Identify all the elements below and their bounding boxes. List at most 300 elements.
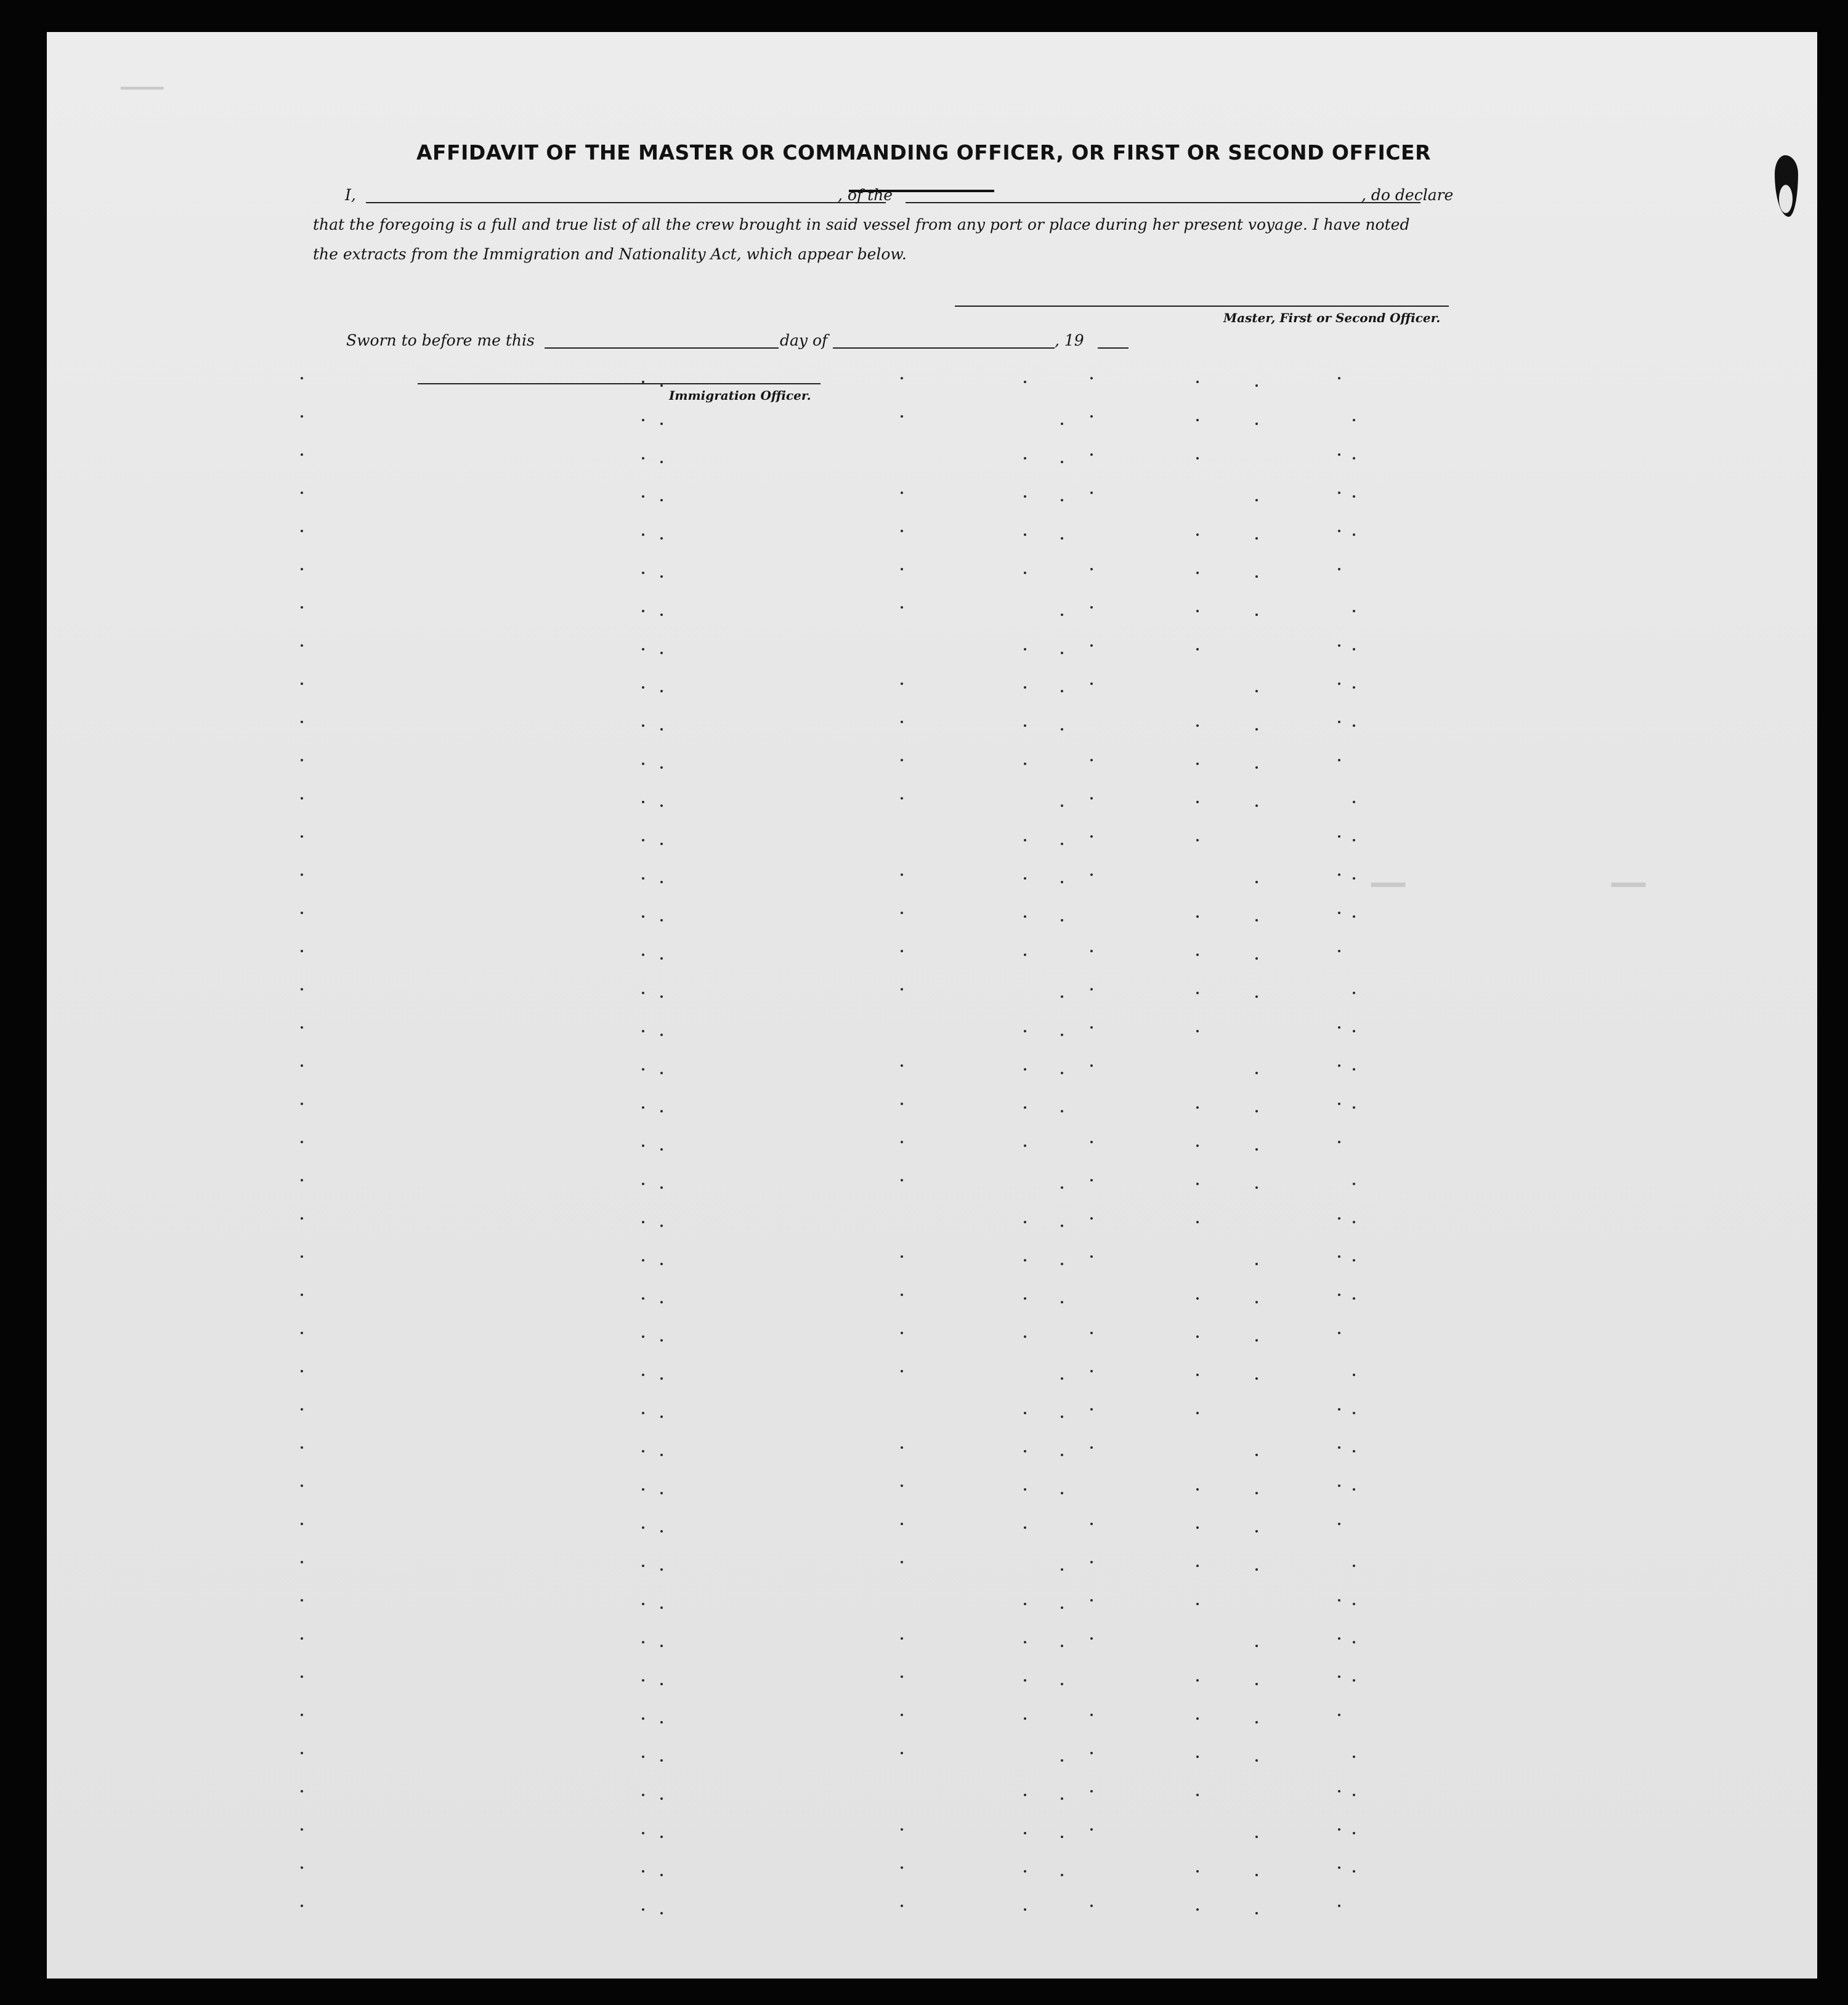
column-guide-dot xyxy=(1255,1759,1258,1762)
column-guide-dot xyxy=(1353,1183,1355,1185)
column-guide-dot xyxy=(1061,1454,1063,1456)
column-guide-dot xyxy=(1090,1905,1093,1907)
column-guide-dot xyxy=(1061,1759,1063,1762)
column-guide-dot xyxy=(1024,457,1026,460)
column-guide-dot xyxy=(1255,537,1258,540)
column-guide-dot xyxy=(1024,1488,1026,1491)
column-guide-dot xyxy=(1024,1450,1026,1452)
column-guide-dot xyxy=(1255,995,1258,998)
column-guide-dot xyxy=(301,950,303,952)
column-guide-dot xyxy=(1024,1870,1026,1873)
column-guide-dot xyxy=(660,461,663,463)
column-guide-dot xyxy=(1196,915,1199,918)
column-guide-dot xyxy=(660,384,663,387)
column-guide-dot xyxy=(1090,1790,1093,1792)
column-guide-dot xyxy=(660,1377,663,1380)
column-guide-dot xyxy=(1353,1603,1355,1605)
column-guide-dot xyxy=(1196,1717,1199,1720)
column-guide-dot xyxy=(660,537,663,540)
column-guide-dot xyxy=(642,572,644,574)
column-guide-dot xyxy=(1196,1106,1199,1109)
column-guide-dot xyxy=(901,759,903,761)
column-guide-dot xyxy=(1196,1679,1199,1682)
column-guide-dot xyxy=(660,652,663,654)
column-guide-dot xyxy=(1196,1030,1199,1032)
column-guide-dot xyxy=(1255,1568,1258,1571)
column-guide-dot xyxy=(1353,801,1355,803)
column-guide-dot xyxy=(1255,1110,1258,1112)
column-guide-dot xyxy=(660,919,663,921)
column-guide-dot xyxy=(1090,1217,1093,1220)
column-guide-dot xyxy=(1255,1836,1258,1838)
column-guide-dot xyxy=(901,1485,903,1487)
column-guide-dot xyxy=(1255,1301,1258,1303)
column-guide-dot xyxy=(901,492,903,494)
column-guide-dot xyxy=(1024,954,1026,956)
column-guide-dot xyxy=(1255,1645,1258,1647)
bleed-through-mark: ▂▂▂ xyxy=(1611,870,1646,887)
column-guide-dot xyxy=(1061,1606,1063,1609)
column-guide-dot xyxy=(1353,1756,1355,1758)
column-guide-dot xyxy=(1024,1603,1026,1605)
column-guide-dot xyxy=(301,377,303,379)
column-guide-dot xyxy=(1353,1565,1355,1567)
column-guide-dot xyxy=(1338,453,1340,456)
column-guide-dot xyxy=(642,1450,644,1452)
column-guide-dot xyxy=(901,1064,903,1067)
column-guide-dot xyxy=(301,492,303,494)
column-guide-dot xyxy=(1061,1186,1063,1189)
column-guide-dot xyxy=(1090,797,1093,800)
column-guide-dot xyxy=(901,1141,903,1143)
column-guide-dot xyxy=(901,1752,903,1754)
column-guide-dot xyxy=(1061,1263,1063,1265)
column-guide-dot xyxy=(1090,1446,1093,1449)
column-guide-dot xyxy=(642,763,644,765)
column-guide-dot xyxy=(301,988,303,990)
column-guide-dot xyxy=(1255,1874,1258,1876)
column-guide-dot xyxy=(901,606,903,609)
column-guide-dot xyxy=(660,1836,663,1838)
column-guide-dot xyxy=(901,568,903,570)
column-guide-dot xyxy=(1024,1908,1026,1911)
column-guide-dot xyxy=(1196,1183,1199,1185)
column-guide-dot xyxy=(642,1335,644,1338)
column-guide-dot xyxy=(660,1454,663,1456)
column-guide-dot xyxy=(1338,912,1340,914)
sworn-month-blank-line[interactable] xyxy=(833,347,1055,349)
day-of-label: day of xyxy=(780,331,828,349)
column-guide-dot xyxy=(1353,495,1355,498)
column-guide-dot xyxy=(301,1370,303,1372)
column-guide-dot xyxy=(1255,1912,1258,1914)
column-guide-dot xyxy=(1196,801,1199,803)
column-guide-dot xyxy=(1090,683,1093,685)
column-guide-dot xyxy=(1061,461,1063,463)
column-guide-dot xyxy=(642,992,644,994)
column-guide-dot xyxy=(642,1374,644,1376)
column-guide-dot xyxy=(901,912,903,914)
column-guide-dot xyxy=(301,797,303,800)
column-guide-dot xyxy=(1255,1339,1258,1342)
column-guide-dot xyxy=(301,721,303,723)
column-guide-dot xyxy=(301,873,303,876)
column-guide-dot xyxy=(301,912,303,914)
column-guide-dot xyxy=(660,1110,663,1112)
column-guide-dot xyxy=(660,1034,663,1036)
column-guide-dot xyxy=(1338,1332,1340,1334)
column-guide-dot xyxy=(1061,881,1063,883)
column-guide-dot xyxy=(642,648,644,650)
column-guide-dot xyxy=(1255,1683,1258,1685)
column-guide-dot xyxy=(1196,572,1199,574)
column-guide-dot xyxy=(1090,415,1093,418)
column-guide-dot xyxy=(1255,499,1258,501)
column-guide-dot xyxy=(1196,1374,1199,1376)
column-guide-dot xyxy=(301,1026,303,1029)
column-guide-dot xyxy=(1090,1141,1093,1143)
column-guide-dot xyxy=(1090,873,1093,876)
column-guide-dot xyxy=(1061,843,1063,845)
column-guide-dot xyxy=(660,728,663,731)
column-guide-dot xyxy=(901,950,903,952)
column-guide-dot xyxy=(642,1412,644,1414)
column-guide-dot xyxy=(301,1064,303,1067)
column-guide-dot xyxy=(901,1523,903,1525)
column-guide-dot xyxy=(301,644,303,647)
column-guide-dot xyxy=(901,1332,903,1334)
column-guide-dot xyxy=(660,1186,663,1189)
column-guide-dot xyxy=(1061,1568,1063,1571)
column-guide-dot xyxy=(1255,614,1258,616)
column-guide-dot xyxy=(301,1714,303,1716)
column-guide-dot xyxy=(660,1645,663,1647)
column-guide-dot xyxy=(1196,1565,1199,1567)
column-guide-dot xyxy=(1353,724,1355,727)
column-guide-dot xyxy=(301,1217,303,1220)
column-guide-dot xyxy=(642,1068,644,1071)
column-guide-dot xyxy=(1024,572,1026,574)
column-guide-dot xyxy=(1338,530,1340,532)
column-guide-dot xyxy=(660,499,663,501)
column-guide-dot xyxy=(1338,1523,1340,1525)
column-guide-dot xyxy=(301,1179,303,1181)
immigration-officer-caption: Immigration Officer. xyxy=(669,388,811,403)
column-guide-dot xyxy=(1338,835,1340,838)
column-guide-dot xyxy=(1353,686,1355,689)
column-guide-dot xyxy=(1338,1675,1340,1678)
column-guide-dot xyxy=(1024,763,1026,765)
column-guide-dot xyxy=(1338,492,1340,494)
sworn-label: Sworn to before me this xyxy=(346,331,535,349)
column-guide-dot xyxy=(660,614,663,616)
column-guide-dot xyxy=(1338,377,1340,379)
vessel-blank-line[interactable] xyxy=(906,202,1420,203)
column-guide-dot xyxy=(660,1759,663,1762)
column-guide-dot xyxy=(1196,1794,1199,1796)
column-guide-dot xyxy=(301,683,303,685)
column-guide-dot xyxy=(301,1141,303,1143)
master-signature-line[interactable] xyxy=(955,306,1449,307)
column-guide-dot xyxy=(1196,648,1199,650)
column-guide-dot xyxy=(1353,1450,1355,1452)
column-guide-dot xyxy=(1061,1072,1063,1074)
column-guide-dot xyxy=(642,495,644,498)
column-guide-dot xyxy=(1255,1072,1258,1074)
column-guide-dot xyxy=(1024,915,1026,918)
column-guide-dot xyxy=(642,686,644,689)
column-guide-dot xyxy=(1196,1756,1199,1758)
column-guide-dot xyxy=(1255,384,1258,387)
column-guide-dot xyxy=(901,1637,903,1640)
column-guide-dot xyxy=(642,419,644,421)
column-guide-dot xyxy=(1061,1110,1063,1112)
column-guide-dot xyxy=(642,1794,644,1796)
column-guide-dot xyxy=(901,1675,903,1678)
column-guide-dot xyxy=(1061,1225,1063,1227)
column-guide-dot xyxy=(1196,1488,1199,1491)
column-guide-dot xyxy=(1196,1603,1199,1605)
column-guide-dot xyxy=(1061,1301,1063,1303)
column-guide-dot xyxy=(1090,1714,1093,1716)
column-guide-dot xyxy=(1090,1523,1093,1525)
column-guide-dot xyxy=(1338,683,1340,685)
column-guide-dot xyxy=(642,457,644,460)
column-guide-dot xyxy=(901,721,903,723)
column-guide-dot xyxy=(1024,1794,1026,1796)
column-guide-dot xyxy=(1061,499,1063,501)
column-guide-dot xyxy=(301,1103,303,1105)
column-guide-dot xyxy=(1196,1412,1199,1414)
column-guide-dot xyxy=(1061,652,1063,654)
column-guide-dot xyxy=(1090,988,1093,990)
column-guide-dot xyxy=(1090,1752,1093,1754)
column-guide-dot xyxy=(301,1294,303,1296)
column-guide-dot xyxy=(642,877,644,880)
column-guide-dot xyxy=(1061,537,1063,540)
column-guide-dot xyxy=(642,1717,644,1720)
column-guide-dot xyxy=(1196,1297,1199,1300)
column-guide-dot xyxy=(660,1683,663,1685)
column-guide-dot xyxy=(901,1103,903,1105)
column-guide-dot xyxy=(301,1905,303,1907)
column-guide-dot xyxy=(1255,881,1258,883)
sworn-day-blank-line[interactable] xyxy=(545,347,779,349)
column-guide-dot xyxy=(1353,1068,1355,1071)
column-guide-dot xyxy=(1024,1526,1026,1529)
column-guide-dot xyxy=(1090,950,1093,952)
column-guide-dot xyxy=(1024,1259,1026,1262)
column-guide-dot xyxy=(901,1446,903,1449)
column-guide-dot xyxy=(1196,839,1199,841)
immigration-officer-signature-line[interactable] xyxy=(418,383,821,384)
column-guide-dot xyxy=(1196,763,1199,765)
column-guide-dot xyxy=(1090,1561,1093,1563)
column-guide-dot xyxy=(1338,759,1340,761)
column-guide-dot xyxy=(660,575,663,578)
column-guide-dot xyxy=(1061,1492,1063,1494)
column-guide-dot xyxy=(642,1756,644,1758)
column-guide-dot xyxy=(1024,1335,1026,1338)
column-guide-dot xyxy=(1338,950,1340,952)
column-guide-dot xyxy=(1338,721,1340,723)
column-guide-dot xyxy=(1338,1637,1340,1640)
column-guide-dot xyxy=(901,988,903,990)
column-guide-dot xyxy=(660,1339,663,1342)
sworn-year-blank-line[interactable] xyxy=(1098,347,1129,349)
column-guide-dot xyxy=(1338,644,1340,647)
column-guide-dot xyxy=(1338,1866,1340,1869)
column-guide-dot xyxy=(1061,1377,1063,1380)
column-guide-dot xyxy=(1024,839,1026,841)
column-guide-dot xyxy=(1338,1485,1340,1487)
column-guide-dot xyxy=(1338,1408,1340,1411)
column-guide-dot xyxy=(1255,575,1258,578)
column-guide-dot xyxy=(1024,1412,1026,1414)
column-guide-dot xyxy=(1090,1179,1093,1181)
column-guide-dot xyxy=(660,1225,663,1227)
column-guide-dot xyxy=(642,1870,644,1873)
column-guide-dot xyxy=(1090,1599,1093,1602)
column-guide-dot xyxy=(1353,1870,1355,1873)
column-guide-dot xyxy=(1353,610,1355,612)
column-guide-dot xyxy=(901,1255,903,1258)
column-guide-dot xyxy=(1255,1263,1258,1265)
column-guide-dot xyxy=(301,1637,303,1640)
column-guide-dot xyxy=(901,1561,903,1563)
column-guide-dot xyxy=(1353,839,1355,841)
column-guide-dot xyxy=(660,690,663,692)
column-guide-dot xyxy=(301,1828,303,1831)
column-guide-dot xyxy=(1255,766,1258,769)
column-guide-dot xyxy=(642,1603,644,1605)
column-guide-dot xyxy=(1255,423,1258,425)
column-guide-dot xyxy=(1255,1454,1258,1456)
column-guide-dot xyxy=(301,1255,303,1258)
column-guide-dot xyxy=(660,957,663,960)
column-guide-dot xyxy=(1196,1335,1199,1338)
column-guide-dot xyxy=(1255,1721,1258,1723)
declaration-line-2: that the foregoing is a full and true list of all the crew brought in said vessel from any port or place during her present voyage. I have noted xyxy=(313,216,1410,233)
column-guide-dot xyxy=(1196,954,1199,956)
column-guide-dot xyxy=(1061,1416,1063,1418)
column-guide-dot xyxy=(1061,423,1063,425)
column-guide-dot xyxy=(1338,1064,1340,1067)
column-guide-dot xyxy=(1024,1068,1026,1071)
declaration-i-label: I, xyxy=(345,186,356,204)
column-guide-dot xyxy=(1338,1905,1340,1907)
column-guide-dot xyxy=(301,835,303,838)
column-guide-dot xyxy=(1353,1030,1355,1032)
column-guide-dot xyxy=(1196,1526,1199,1529)
column-guide-dot xyxy=(660,1874,663,1876)
column-guide-dot xyxy=(901,1179,903,1181)
column-guide-dot xyxy=(642,839,644,841)
column-guide-dot xyxy=(301,1790,303,1792)
column-guide-dot xyxy=(1353,992,1355,994)
declaration-of-the-label: , of the xyxy=(838,186,893,204)
column-guide-dot xyxy=(1353,533,1355,536)
column-guide-dot xyxy=(1353,648,1355,650)
column-guide-dot xyxy=(1024,1641,1026,1643)
column-guide-dot xyxy=(901,683,903,685)
page-title: AFFIDAVIT OF THE MASTER OR COMMANDING OFFICER, OR FIRST OR SECOND OFFICER xyxy=(416,140,1431,164)
column-guide-dot xyxy=(301,530,303,532)
column-guide-dot xyxy=(301,606,303,609)
column-guide-dot xyxy=(301,568,303,570)
column-guide-dot xyxy=(1024,724,1026,727)
document-paper xyxy=(47,32,1817,1979)
column-guide-dot xyxy=(1024,1832,1026,1834)
column-guide-dot xyxy=(1090,1332,1093,1334)
column-guide-dot xyxy=(1338,1790,1340,1792)
bleed-through-mark: ▂▂▂ xyxy=(1371,870,1406,887)
column-guide-dot xyxy=(1090,1255,1093,1258)
column-guide-dot xyxy=(1061,1836,1063,1838)
column-guide-dot xyxy=(1090,1828,1093,1831)
column-guide-dot xyxy=(901,797,903,800)
column-guide-dot xyxy=(1061,1874,1063,1876)
column-guide-dot xyxy=(660,1606,663,1609)
column-guide-dot xyxy=(1024,1144,1026,1147)
year-label: , 19 xyxy=(1055,331,1084,349)
column-guide-dot xyxy=(1090,1637,1093,1640)
column-guide-dot xyxy=(1090,606,1093,609)
name-blank-line[interactable] xyxy=(366,202,886,203)
column-guide-dot xyxy=(901,1714,903,1716)
column-guide-dot xyxy=(1255,690,1258,692)
column-guide-dot xyxy=(301,1599,303,1602)
column-guide-dot xyxy=(1196,381,1199,383)
column-guide-dot xyxy=(642,1030,644,1032)
column-guide-dot xyxy=(642,724,644,727)
column-guide-dot xyxy=(1255,1492,1258,1494)
column-guide-dot xyxy=(301,1332,303,1334)
column-guide-dot xyxy=(1090,492,1093,494)
column-guide-dot xyxy=(642,1259,644,1262)
column-guide-dot xyxy=(642,915,644,918)
column-guide-dot xyxy=(1090,644,1093,647)
column-guide-dot xyxy=(1255,1148,1258,1151)
column-guide-dot xyxy=(1024,686,1026,689)
column-guide-dot xyxy=(1338,1255,1340,1258)
column-guide-dot xyxy=(901,530,903,532)
column-guide-dot xyxy=(642,1565,644,1567)
column-guide-dot xyxy=(660,843,663,845)
column-guide-dot xyxy=(1353,1297,1355,1300)
column-guide-dot xyxy=(1338,1026,1340,1029)
column-guide-dot xyxy=(1024,1221,1026,1223)
column-guide-dot xyxy=(901,1905,903,1907)
column-guide-dot xyxy=(642,1526,644,1529)
column-guide-dot xyxy=(901,1294,903,1296)
column-guide-dot xyxy=(1255,1530,1258,1533)
column-guide-dot xyxy=(1255,1186,1258,1189)
column-guide-dot xyxy=(660,1530,663,1533)
column-guide-dot xyxy=(1353,877,1355,880)
column-guide-dot xyxy=(901,1866,903,1869)
column-guide-dot xyxy=(1061,1034,1063,1036)
column-guide-dot xyxy=(1061,1645,1063,1647)
column-guide-dot xyxy=(1061,728,1063,731)
column-guide-dot xyxy=(642,610,644,612)
column-guide-dot xyxy=(642,954,644,956)
column-guide-dot xyxy=(1353,1259,1355,1262)
column-guide-dot xyxy=(1024,648,1026,650)
column-guide-dot xyxy=(901,873,903,876)
column-guide-dot xyxy=(1338,1599,1340,1602)
column-guide-dot xyxy=(1255,919,1258,921)
